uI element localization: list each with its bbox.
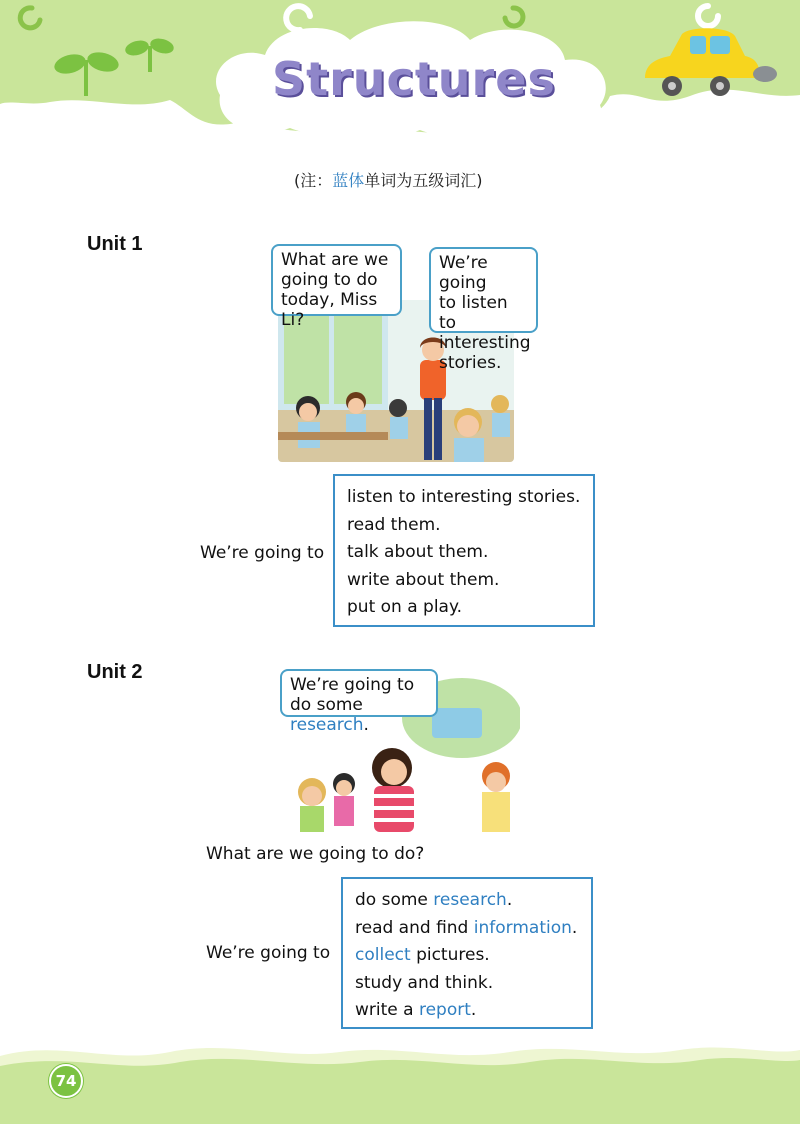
option-text: .: [571, 917, 578, 938]
option-line: read them.: [347, 514, 441, 535]
vocab-word: collect: [355, 945, 411, 965]
vocab-note: [294, 168, 483, 191]
option-text: write a: [355, 1000, 419, 1020]
option-text: .: [470, 1000, 477, 1020]
bubble-line: today, Miss Li?: [281, 290, 378, 330]
unit-1-options-box: [333, 474, 595, 627]
vocab-word: report: [418, 1000, 471, 1020]
speech-bubble-teacher: [429, 247, 538, 373]
bubble-line: We’re going: [439, 253, 488, 293]
option-text: pictures.: [410, 945, 490, 965]
option-line: [355, 887, 579, 915]
vocab-word: information: [473, 917, 572, 938]
bubble-line: to listen to: [439, 293, 508, 333]
bubble-line: We’re going to: [290, 675, 415, 695]
unit-2-label: Unit 2: [87, 661, 143, 683]
bubble-text: do some: [290, 695, 363, 715]
vocab-word: research: [433, 890, 507, 910]
option-line: talk about them.: [347, 542, 489, 562]
option-line: [355, 997, 579, 1025]
bubble-line: going to do: [281, 270, 378, 290]
option-text: do some: [355, 890, 434, 910]
footer-background: [0, 1030, 800, 1124]
option-text: read and find: [355, 917, 474, 938]
speech-bubble-teacher: [280, 669, 438, 735]
option-line: listen to interesting stories.: [347, 487, 581, 507]
page-number-badge: [49, 1064, 83, 1098]
page-title: Structures: [272, 52, 556, 106]
page-number: 74: [55, 1072, 77, 1090]
bubble-text: .: [363, 715, 369, 735]
speech-bubble-student: [271, 244, 402, 330]
bubble-line: What are we: [281, 250, 389, 270]
unit-2-options-box: [341, 877, 593, 1029]
vocab-note-suffix: 单词为五级词汇): [364, 171, 483, 190]
vocab-word: research: [290, 715, 364, 735]
vocab-note-prefix: (注：: [294, 171, 333, 190]
option-line: [355, 970, 579, 998]
bubble-line: [290, 695, 428, 735]
option-text: .: [506, 890, 513, 910]
option-line: write about them.: [347, 569, 500, 590]
option-line: put on a play.: [347, 597, 463, 617]
option-line: [355, 942, 579, 970]
option-line: [355, 915, 579, 943]
unit-2-question: What are we going to do?: [206, 844, 425, 864]
unit-2-sentence-stem: We’re going to: [206, 943, 331, 963]
bubble-line: interesting: [439, 333, 531, 353]
bubble-line: stories.: [439, 353, 502, 373]
option-text: study and think.: [355, 972, 494, 993]
vocab-note-highlight: 蓝体: [332, 171, 365, 190]
unit-1-label: Unit 1: [87, 233, 143, 255]
unit-1-sentence-stem: We’re going to: [200, 543, 325, 563]
